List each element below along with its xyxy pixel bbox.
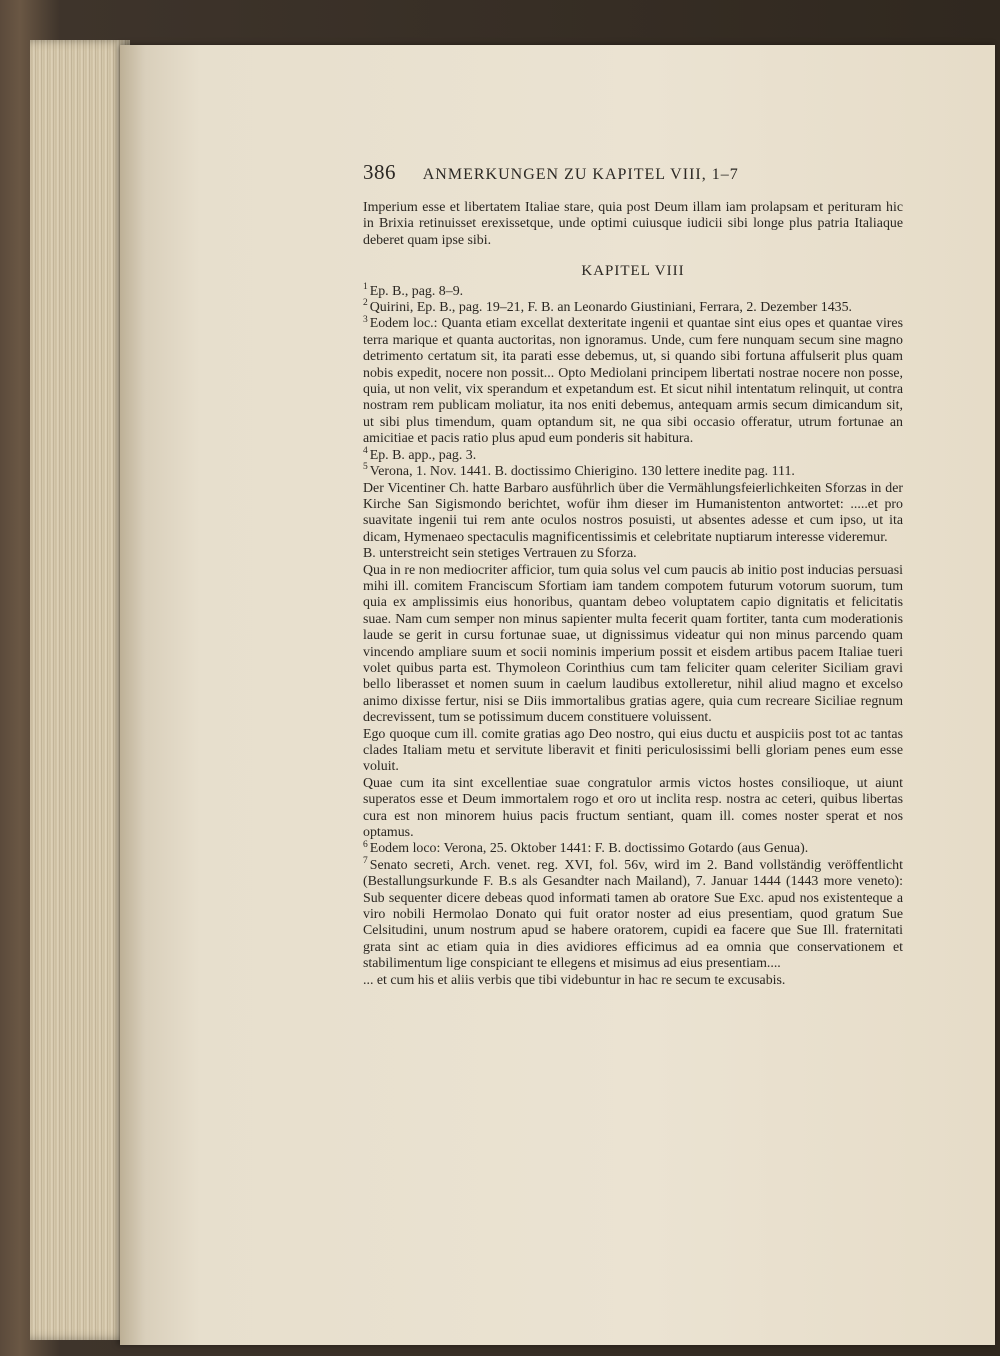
footnote-6 (363, 841, 903, 857)
footnote-text: Ep. B. app., pag. 3. (369, 447, 477, 463)
footnote-marker: 4 (363, 446, 368, 457)
footnote-marker: 5 (363, 462, 368, 473)
footnote-marker: 6 (363, 839, 368, 850)
chapter-title: KAPITEL VIII (581, 263, 685, 280)
footnote-text: Senato secreti, Arch. venet. reg. XVI, fol. 56v, wird im 2. Band vollständig veröffentlicht (Bestallungsurkunde F. B.s als Gesandter nach Mailand), 7. Januar 1444 (1443 more veneto): Sub sequenter dicere debeas quod informati tamen ab oratore Sue Exc. apud nos existenteque a viro nobili Hermolao Donato qui fuit orator noster ad eius presentiam, quod gratum Sue Celsitudini, unum nostrum apud se habere oratorem, cupidi ea facere que Sue Ill. fraternitati grata sint ac etiam quia in dies avidiores efficimus ad ea omnia que conservationem et stabilimentum lige conspiciant te ellegens et misimus ad eius presentiam.... (363, 857, 903, 972)
footnote-1 (363, 284, 903, 300)
closing-line: ... et cum his et aliis verbis que tibi videbuntur in hac re secum te excusabis. (363, 972, 786, 988)
note5-paragraph: Quae cum ita sint excellentiae suae congratulor armis victos hostes consilioque, ut aiunt superatos esse et Deum immortalem rogo et oro ut inclita resp. nostra ac ceteri, quibus libertas cura est non minorem huius pacis fructum sentiant, quam ill. comes noster sperat et nos optamus. (363, 775, 903, 841)
footnote-marker: 7 (363, 856, 368, 867)
note5-paragraph: B. unterstreicht sein stetiges Vertrauen zu Sforza. (363, 546, 637, 562)
footnote-marker: 1 (363, 282, 368, 292)
page-number: 386 (363, 160, 396, 184)
footnote-text: Quirini, Ep. B., pag. 19–21, F. B. an Leonardo Giustiniani, Ferrara, 2. Dezember 1435. (369, 300, 853, 316)
running-head: ANMERKUNGEN ZU KAPITEL VIII, 1–7 (422, 166, 739, 183)
footnote-text: Eodem loco: Verona, 25. Oktober 1441: F. B. doctissimo Gotardo (aus Genua). (369, 841, 809, 857)
note5-paragraph: Ego quoque cum ill. comite gratias ago Deo nostro, qui eius ductu et auspiciis post tot ac tantas clades Italiam metu et servitute liberavit et finiti periculosissimi belli gloriam penes eum esse voluit. (363, 726, 903, 775)
footnote-7 (363, 858, 903, 973)
footnote-4 (363, 448, 903, 464)
book-page-edges (30, 40, 130, 1340)
page-header (363, 160, 903, 185)
note5-paragraph: Qua in re non mediocriter afficior, tum quia solus vel cum paucis ab initio post inducias persuasi mihi ill. comitem Franciscum Sfortiam iam tandem compotem futurum votorum suorum, tum quia ex amplissimis eius honoribus, quantam debeo voluptatem capio dignitatis et felicitatis suae. Nam cum semper non minus sapienter multa fecerit quam fortiter, tanta cum moderationis laude se gerit in cursu fortunae suae, ut dignissimus videatur qui non minus parcendo quam vincendo ampliare suum et socii nominis imperium possit et eisdem artibus pacem Italiae tueri volet quibus parta est. Thymoleon Corinthius cum tam feliciter quam celeriter Siciliam gravi bello liberasset et nomen suum in caelum laudibus extolleretur, nihil aliud magno et excelso animo dixisse fertur, nisi se Diis immortalibus gratias agere, quia cum recreare Siciliae regnum decrevissent, tum se potissimum ducem constituere voluissent. (363, 562, 903, 726)
intro-paragraph: Imperium esse et libertatem Italiae stare, quia post Deum illam iam prolapsam et perituram hic in Brixia retinuisset erexissetque, unde optimi cuiusque iudicii sibi longe plus patria Italiaque deberet quam ipse sibi. (363, 200, 903, 248)
footnote-text: Verona, 1. Nov. 1441. B. doctissimo Chierigino. 130 lettere inedite pag. 111. (369, 464, 795, 480)
body-text (363, 200, 903, 989)
footnote-marker: 3 (363, 314, 368, 325)
footnote-marker: 2 (363, 298, 368, 309)
footnote-2 (363, 300, 903, 316)
note5-paragraph: Der Vicentiner Ch. hatte Barbaro ausführlich über die Vermählungsfeierlichkeiten Sforzas in der Kirche San Sigismondo berichtet, wofür ihm dieser im Humanistenton antwortet: .....et pro suavitate ingenii tui rem ante oculos nostros posuisti, ut absentes adesse et cum ipso, ut ita dicam, Hymenaeo spectaculis magnificentissimis et celebritate nuptiarum interesse videremur. (363, 480, 903, 545)
footnote-text: Eodem loc.: Quanta etiam excellat dexteritate ingenii et quantae sint eius opes et quantae vires terra marique et quanta auctoritas, non ignoramus. Unde, cum fere nunquam secum sine magno detrimento certatum sit, ita parati esse debemus, ut, si quando sibi fortuna affulserit plus quam nobis expedit, nocere non possit... Opto Mediolani principem libertati nostrae nocere non posse, quia, ut non velit, vix sperandum et expetandum est. Et sicut nihil intentatum relinquit, ut contra nostram rem publicam moliatur, ita nos eniti debemus, antequam armis secum dimicandum sit, ut sibi plus timendum, quam optandum sit, ne qua sibi occasio offeratur, utrum fortunae an amicitiae et pacis ratio plus apud eum ponderis sit habitura. (363, 316, 903, 447)
footnote-3 (363, 316, 903, 447)
footnote-text: Ep. B., pag. 8–9. (369, 283, 464, 299)
footnote-5 (363, 464, 903, 480)
